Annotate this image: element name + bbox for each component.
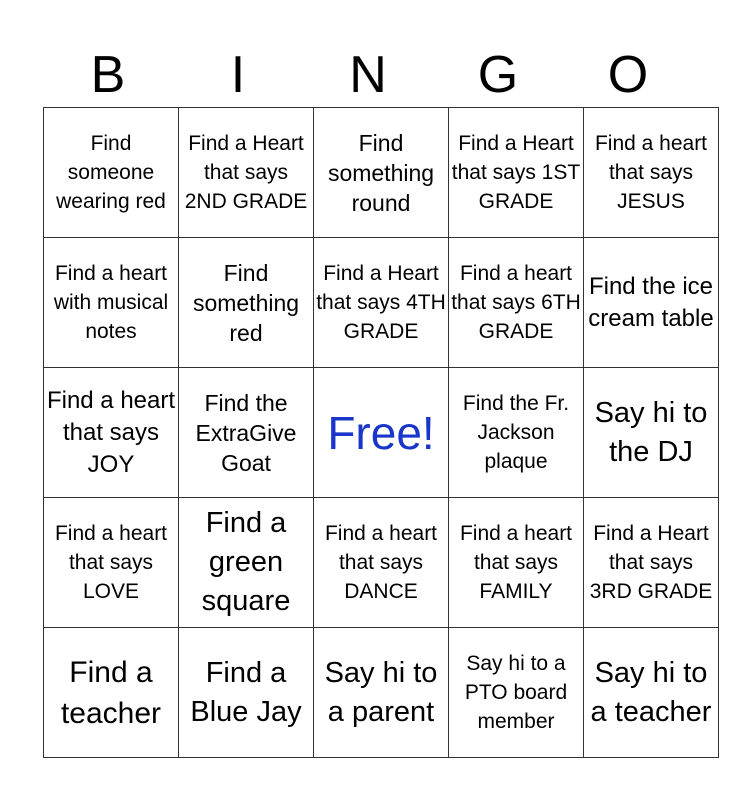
grid-row-4 bbox=[44, 498, 719, 628]
bingo-cell[interactable] bbox=[584, 368, 719, 498]
header-letter-b: B bbox=[90, 46, 126, 104]
grid-row-3 bbox=[44, 368, 719, 498]
bingo-cell[interactable] bbox=[179, 498, 314, 628]
bingo-cell[interactable] bbox=[44, 108, 179, 238]
bingo-cell[interactable] bbox=[44, 498, 179, 628]
cell-text: Find a Heart that says 4TH GRADE bbox=[316, 262, 446, 343]
bingo-cell[interactable] bbox=[584, 108, 719, 238]
cell-text: Find the ice cream table bbox=[588, 272, 714, 332]
cell-text: Find a Heart that says 1ST GRADE bbox=[451, 132, 581, 213]
cell-text: Find something round bbox=[327, 129, 435, 216]
bingo-cell[interactable] bbox=[449, 368, 584, 498]
bingo-cell[interactable] bbox=[179, 108, 314, 238]
cell-text: Say hi to the DJ bbox=[594, 396, 708, 468]
bingo-cell[interactable] bbox=[449, 108, 584, 238]
bingo-cell[interactable] bbox=[584, 628, 719, 758]
bingo-cell[interactable] bbox=[179, 238, 314, 368]
bingo-cell[interactable] bbox=[449, 628, 584, 758]
bingo-cell[interactable] bbox=[314, 238, 449, 368]
header-letter-g: G bbox=[477, 46, 519, 104]
bingo-cell[interactable] bbox=[314, 628, 449, 758]
bingo-cell[interactable] bbox=[44, 368, 179, 498]
header-letter-i: I bbox=[230, 46, 246, 104]
cell-text: Find a Heart that says 3RD GRADE bbox=[589, 522, 713, 603]
cell-text: Find a Blue Jay bbox=[190, 656, 302, 728]
bingo-header bbox=[43, 44, 693, 106]
cell-text: Find the ExtraGive Goat bbox=[195, 389, 297, 476]
grid-row-5 bbox=[44, 628, 719, 758]
cell-text: Find something red bbox=[192, 259, 300, 346]
cell-text: Find a heart that says LOVE bbox=[54, 522, 168, 603]
bingo-cell[interactable] bbox=[584, 238, 719, 368]
cell-text: Find a heart that says DANCE bbox=[324, 522, 438, 603]
cell-text: Find a heart that says FAMILY bbox=[459, 522, 573, 603]
grid-row-1 bbox=[44, 108, 719, 238]
free-space-text: Free! bbox=[327, 406, 435, 459]
bingo-cell[interactable] bbox=[449, 498, 584, 628]
bingo-cell[interactable] bbox=[179, 628, 314, 758]
cell-text: Find a heart that says JOY bbox=[46, 386, 176, 478]
cell-text: Find a heart that says 6TH GRADE bbox=[451, 262, 581, 343]
cell-text: Find a heart that says JESUS bbox=[594, 132, 708, 213]
bingo-cell[interactable] bbox=[179, 368, 314, 498]
grid-row-2 bbox=[44, 238, 719, 368]
cell-text: Find a heart with musical notes bbox=[53, 262, 169, 343]
header-letter-o: O bbox=[607, 46, 649, 104]
cell-text: Say hi to a PTO board member bbox=[464, 652, 568, 733]
cell-text: Say hi to a parent bbox=[324, 656, 438, 728]
cell-text: Find a Heart that says 2ND GRADE bbox=[184, 132, 308, 213]
bingo-cell[interactable] bbox=[44, 238, 179, 368]
cell-text: Say hi to a teacher bbox=[590, 656, 712, 728]
bingo-cell[interactable] bbox=[449, 238, 584, 368]
bingo-cell[interactable] bbox=[584, 498, 719, 628]
cell-text: Find someone wearing red bbox=[56, 132, 166, 213]
bingo-card-grid bbox=[43, 107, 719, 758]
cell-text: Find a teacher bbox=[60, 655, 162, 730]
cell-text: Find the Fr. Jackson plaque bbox=[462, 392, 570, 473]
free-space-cell[interactable] bbox=[314, 368, 449, 498]
cell-text: Find a green square bbox=[201, 507, 291, 617]
bingo-cell[interactable] bbox=[44, 628, 179, 758]
bingo-cell[interactable] bbox=[314, 108, 449, 238]
bingo-cell[interactable] bbox=[314, 498, 449, 628]
header-letter-n: N bbox=[349, 46, 387, 104]
